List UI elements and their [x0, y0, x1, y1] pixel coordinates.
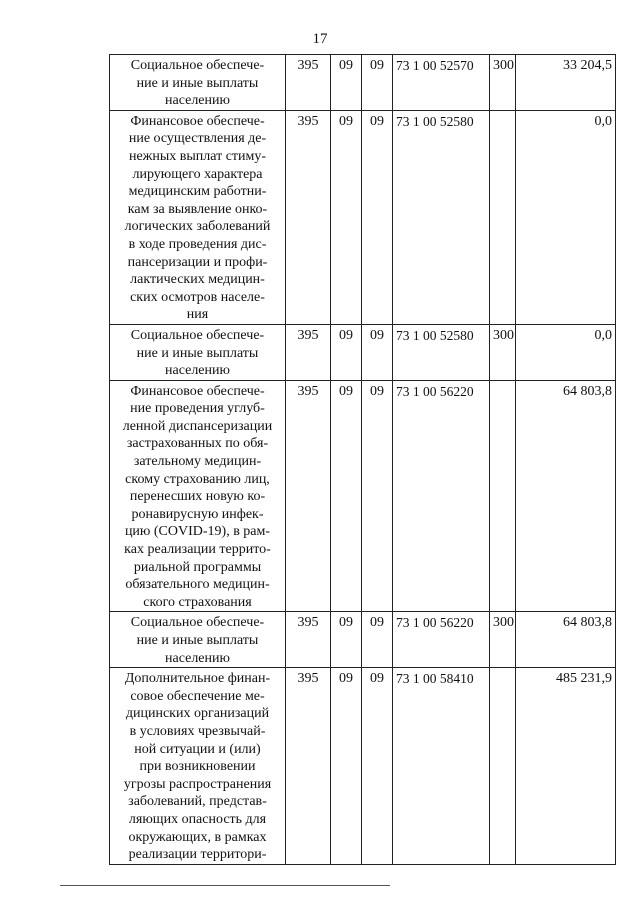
expense-name-line: заболеваний, представ- — [128, 794, 267, 810]
target-article-cell: 73 1 00 52570 — [393, 55, 490, 111]
expense-name-line: зательному медицин- — [133, 454, 262, 470]
expense-name-line: логических заболеваний — [124, 219, 271, 235]
table-row — [110, 668, 616, 865]
expense-name-line: в условиях чрезвычай- — [129, 723, 266, 739]
expense-name-line: ленной диспансеризации — [122, 418, 273, 434]
expense-name-line: ние проведения углуб- — [130, 401, 265, 417]
expense-name-cell — [110, 668, 286, 865]
expense-name-line: медицинским работни- — [128, 184, 267, 200]
expense-name-line: Дополнительное финан- — [124, 671, 271, 687]
amount-cell: 33 204,5 — [516, 55, 616, 111]
ministry-code-cell: 395 — [286, 668, 331, 865]
expense-name-line: совое обеспечение ме- — [130, 688, 265, 704]
expense-name-line: окружающих, в рамках — [128, 829, 267, 845]
expense-name-line: ского страхования — [143, 594, 252, 610]
expense-name-line: населению — [165, 93, 230, 109]
expense-name-line: скому страхованию лиц, — [125, 471, 270, 487]
expense-name-line: при возникновении — [139, 759, 256, 775]
amount-cell: 64 803,8 — [516, 380, 616, 612]
amount-cell: 0,0 — [516, 324, 616, 380]
ministry-code-cell: 395 — [286, 110, 331, 324]
ministry-code-cell: 395 — [286, 55, 331, 111]
expense-name-line: лактических медицин- — [130, 272, 265, 288]
expense-name-line: ских осмотров населе- — [130, 289, 265, 305]
table-row — [110, 324, 616, 380]
expense-name-line: Финансовое обеспече- — [130, 383, 265, 399]
subsection-cell: 09 — [362, 380, 393, 612]
subsection-cell: 09 — [362, 110, 393, 324]
table-row — [110, 612, 616, 668]
expense-name-cell — [110, 612, 286, 668]
expense-name-cell — [110, 55, 286, 111]
expense-name-line: ние и иные выплаты — [136, 345, 259, 361]
target-article-cell: 73 1 00 56220 — [393, 380, 490, 612]
expense-name-line: ние и иные выплаты — [136, 75, 259, 91]
expense-name-line: застрахованных по обя- — [126, 436, 269, 452]
expense-name-line: ной ситуации и (или) — [134, 741, 261, 757]
expense-name-line: ках реализации террито- — [124, 542, 271, 558]
expense-name-line: Социальное обеспече- — [130, 327, 265, 343]
table-row — [110, 380, 616, 612]
section-cell: 09 — [331, 110, 362, 324]
section-cell: 09 — [331, 324, 362, 380]
expense-type-cell — [490, 380, 516, 612]
expense-name-line: реализации территори- — [128, 847, 267, 863]
expense-type-cell: 300 — [490, 55, 516, 111]
amount-cell: 0,0 — [516, 110, 616, 324]
expense-name-line: обязательного медицин- — [125, 577, 270, 593]
budget-table-body — [110, 55, 616, 865]
target-article-cell: 73 1 00 52580 — [393, 110, 490, 324]
expense-name-cell — [110, 110, 286, 324]
amount-cell: 485 231,9 — [516, 668, 616, 865]
subsection-cell: 09 — [362, 668, 393, 865]
expense-name-line: цию (COVID-19), в рам- — [124, 524, 271, 540]
section-cell: 09 — [331, 612, 362, 668]
expense-type-cell — [490, 110, 516, 324]
expense-name-line: лирующего характера — [132, 166, 263, 182]
expense-name-line: дицинских организаций — [125, 706, 270, 722]
target-article-cell: 73 1 00 58410 — [393, 668, 490, 865]
target-article-cell: 73 1 00 56220 — [393, 612, 490, 668]
table-row — [110, 110, 616, 324]
expense-name-line: нежных выплат стиму- — [128, 148, 267, 164]
expense-name-line: Социальное обеспече- — [130, 615, 265, 631]
expense-name-line: в ходе проведения дис- — [128, 236, 267, 252]
expense-name-line: населению — [165, 363, 230, 379]
subsection-cell: 09 — [362, 55, 393, 111]
expense-name-line: ния — [186, 307, 209, 323]
page-number: 17 — [312, 31, 328, 47]
section-cell: 09 — [331, 380, 362, 612]
expense-name-line: кам за выявление онко- — [127, 201, 268, 217]
expense-name-line: ние и иные выплаты — [136, 633, 259, 648]
footer-rule — [60, 885, 390, 886]
expense-type-cell: 300 — [490, 612, 516, 668]
expense-name-line: ние осуществления де- — [128, 131, 267, 147]
ministry-code-cell: 395 — [286, 612, 331, 668]
expense-type-cell — [490, 668, 516, 865]
target-article-cell: 73 1 00 52580 — [393, 324, 490, 380]
expense-name-line: ронавирусную инфек- — [131, 506, 264, 522]
expense-name-line: угрозы распространения — [123, 776, 272, 792]
expense-name-line: пансеризации и профи- — [127, 254, 268, 270]
budget-table — [109, 54, 616, 865]
subsection-cell: 09 — [362, 324, 393, 380]
expense-name-cell — [110, 380, 286, 612]
expense-name-line: риальной программы — [133, 559, 262, 575]
expense-type-cell: 300 — [490, 324, 516, 380]
expense-name-line: Финансовое обеспече- — [130, 113, 265, 129]
expense-name-cell — [110, 324, 286, 380]
expense-name-line: Социальное обеспече- — [130, 58, 265, 73]
section-cell: 09 — [331, 55, 362, 111]
table-row — [110, 55, 616, 111]
section-cell: 09 — [331, 668, 362, 865]
expense-name-line: перенесших новую ко- — [129, 489, 266, 505]
expense-name-line: населению — [165, 650, 230, 666]
ministry-code-cell: 395 — [286, 380, 331, 612]
expense-name-line: ляющих опасность для — [128, 811, 267, 827]
amount-cell: 64 803,8 — [516, 612, 616, 668]
ministry-code-cell: 395 — [286, 324, 331, 380]
subsection-cell: 09 — [362, 612, 393, 668]
